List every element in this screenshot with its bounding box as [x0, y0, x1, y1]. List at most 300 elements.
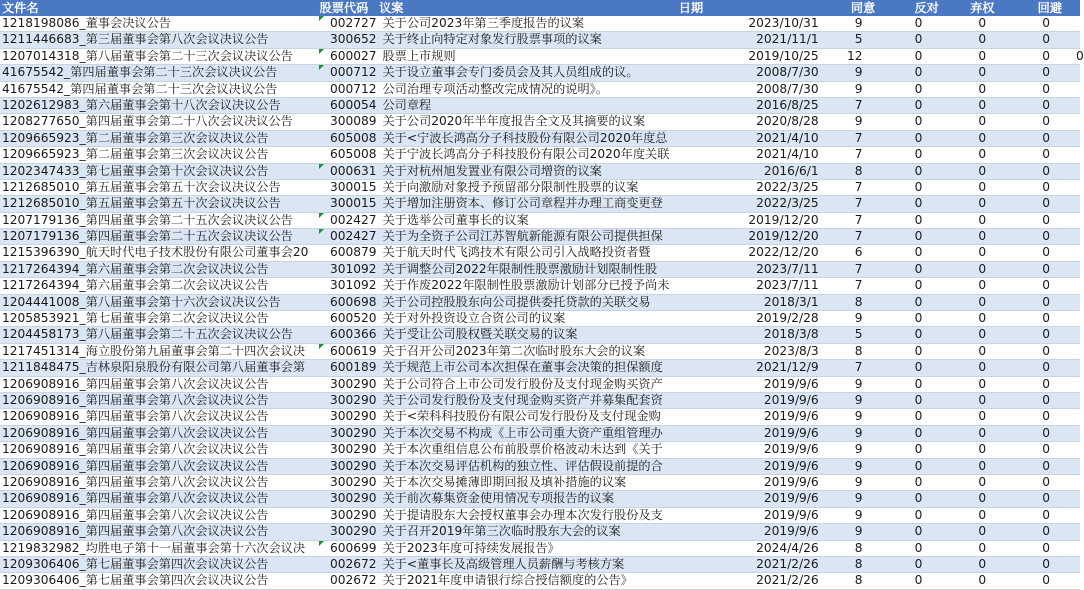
cell-stock-code[interactable] [319, 229, 381, 244]
cell-stock-code[interactable]: 600366 [329, 327, 377, 342]
cell-filename[interactable]: 1212685010_第五届董事会第五十次会议决议公告 [2, 179, 281, 194]
cell-stock-code[interactable]: 600520 [329, 311, 377, 326]
cell-stock-code[interactable]: 301092 [329, 278, 377, 293]
cell-abstain[interactable]: 0 [978, 311, 987, 326]
cell-recuse[interactable]: 0 [1042, 212, 1050, 227]
cell-stock-code[interactable]: 300290 [329, 491, 377, 506]
table-row[interactable] [0, 65, 1080, 81]
cell-filename[interactable]: 1202612983_第六届董事会第十八次会议决议公告 [2, 97, 281, 112]
cell-abstain[interactable]: 0 [978, 179, 987, 194]
cell-agree[interactable]: 8 [854, 573, 863, 588]
cell-recuse[interactable]: 0 [1042, 196, 1050, 211]
cell-date[interactable]: 2016/6/1 [763, 163, 819, 178]
cell-oppose[interactable]: 0 [914, 311, 923, 326]
cell-oppose[interactable]: 0 [914, 278, 923, 293]
cell-date[interactable]: 2021/4/10 [756, 147, 819, 162]
cell-recuse[interactable]: 0 [1042, 16, 1050, 30]
cell-recuse[interactable]: 0 [1042, 261, 1050, 276]
cell-oppose[interactable]: 0 [914, 507, 923, 522]
cell-oppose[interactable]: 0 [914, 245, 923, 260]
cell-abstain[interactable]: 0 [978, 212, 987, 227]
cell-agree[interactable]: 8 [854, 163, 863, 178]
table-row[interactable] [0, 16, 1080, 32]
cell-date[interactable]: 2019/10/25 [748, 48, 819, 63]
cell-date[interactable]: 2021/2/26 [756, 573, 819, 588]
cell-recuse[interactable]: 0 [1042, 507, 1050, 522]
cell-recuse[interactable]: 0 [1042, 376, 1050, 391]
cell-oppose[interactable]: 0 [914, 392, 923, 407]
cell-oppose[interactable]: 0 [914, 360, 923, 375]
cell-filename[interactable]: 1209306406_第七届董事会第四次会议决议公告 [2, 573, 269, 588]
cell-agree[interactable]: 7 [854, 130, 863, 145]
cell-extra[interactable] [1076, 311, 1080, 326]
table-row[interactable] [0, 245, 1080, 261]
cell-oppose[interactable]: 0 [914, 32, 923, 47]
table-row[interactable] [0, 131, 1080, 147]
cell-date[interactable]: 2008/7/30 [756, 81, 819, 96]
cell-agree[interactable]: 9 [854, 16, 863, 30]
cell-stock-code[interactable]: 300015 [329, 196, 377, 211]
cell-extra[interactable] [1076, 442, 1080, 457]
cell-abstain[interactable]: 0 [978, 16, 987, 30]
cell-filename[interactable]: 1206908916_第四届董事会第八次会议决议公告 [2, 491, 269, 506]
cell-proposal[interactable]: 关于公司发行股份及支付现金购买资产并募集配套资 [382, 392, 663, 407]
cell-abstain[interactable]: 0 [978, 540, 987, 555]
cell-extra[interactable] [1076, 360, 1080, 375]
cell-date[interactable]: 2019/9/6 [763, 474, 819, 489]
cell-abstain[interactable]: 0 [978, 294, 987, 309]
table-row[interactable] [0, 409, 1080, 425]
cell-agree[interactable]: 7 [854, 261, 863, 276]
header-cell-stock-code[interactable]: 股票代码 [319, 1, 369, 15]
table-row[interactable] [0, 541, 1080, 557]
cell-recuse[interactable]: 0 [1042, 442, 1050, 457]
cell-proposal[interactable]: 关于召开公司2023年第二次临时股东大会的议案 [382, 343, 646, 358]
table-row[interactable] [0, 229, 1080, 245]
cell-oppose[interactable]: 0 [914, 48, 923, 63]
cell-extra[interactable] [1076, 245, 1080, 260]
cell-proposal[interactable]: 关于本次交易不构成《上市公司重大资产重组管理办 [382, 425, 663, 440]
cell-extra[interactable] [1076, 459, 1080, 474]
cell-stock-code[interactable] [319, 213, 381, 228]
cell-recuse[interactable]: 0 [1042, 81, 1050, 96]
cell-recuse[interactable]: 0 [1042, 392, 1050, 407]
cell-stock-code[interactable]: 600879 [329, 245, 377, 260]
cell-stock-code[interactable]: 301092 [329, 261, 377, 276]
cell-proposal[interactable]: 关于公司2020年半年度报告全文及其摘要的议案 [382, 114, 646, 129]
cell-recuse[interactable]: 0 [1042, 229, 1050, 244]
cell-agree[interactable]: 9 [854, 392, 863, 407]
cell-oppose[interactable]: 0 [914, 81, 923, 96]
cell-agree[interactable]: 8 [854, 540, 863, 555]
cell-oppose[interactable]: 0 [914, 425, 923, 440]
table-row[interactable] [0, 360, 1080, 376]
table-row[interactable] [0, 164, 1080, 180]
cell-oppose[interactable]: 0 [914, 212, 923, 227]
cell-agree[interactable]: 9 [854, 507, 863, 522]
table-row[interactable] [0, 196, 1080, 212]
cell-recuse[interactable]: 0 [1042, 343, 1050, 358]
cell-date[interactable]: 2024/4/26 [756, 540, 819, 555]
cell-extra[interactable] [1076, 98, 1080, 113]
cell-date[interactable]: 2019/9/6 [763, 376, 819, 391]
cell-date[interactable]: 2008/7/30 [756, 65, 819, 80]
cell-oppose[interactable]: 0 [914, 65, 923, 80]
cell-proposal[interactable]: 关于作废2022年限制性股票激励计划部分已授予尚未 [382, 278, 670, 293]
cell-agree[interactable]: 8 [854, 343, 863, 358]
table-row[interactable] [0, 48, 1084, 65]
cell-extra[interactable] [1076, 196, 1080, 211]
cell-recuse[interactable]: 0 [1042, 32, 1050, 47]
cell-recuse[interactable]: 0 [1042, 409, 1050, 424]
cell-stock-code[interactable]: 600054 [329, 97, 377, 112]
table-row[interactable] [0, 98, 1080, 114]
cell-oppose[interactable]: 0 [914, 327, 923, 342]
cell-extra[interactable] [1076, 541, 1080, 556]
cell-proposal[interactable]: 关于公司符合上市公司发行股份及支付现金购买资产 [382, 376, 663, 391]
cell-oppose[interactable]: 0 [914, 261, 923, 276]
cell-filename[interactable]: 1207014318_第八届董事会第二十三次会议决议公告 [2, 48, 293, 63]
cell-abstain[interactable]: 0 [978, 32, 987, 47]
cell-recuse[interactable]: 0 [1042, 114, 1050, 129]
cell-recuse[interactable]: 0 [1042, 48, 1050, 63]
cell-extra[interactable] [1076, 164, 1080, 179]
header-cell-filename[interactable]: 文件名 [2, 1, 39, 15]
cell-proposal[interactable]: 关于选举公司董事长的议案 [382, 212, 529, 227]
cell-oppose[interactable]: 0 [914, 147, 923, 162]
cell-extra[interactable] [1076, 65, 1080, 80]
cell-stock-code[interactable]: 000712 [329, 81, 377, 96]
cell-filename[interactable]: 1215396390_航天时代电子技术股份有限公司董事会20 [2, 245, 309, 260]
cell-filename[interactable]: 1206908916_第四届董事会第八次会议决议公告 [2, 442, 269, 457]
table-row[interactable] [0, 82, 1080, 98]
header-cell-oppose[interactable]: 反对 [914, 1, 939, 15]
table-row[interactable] [0, 311, 1080, 327]
cell-abstain[interactable]: 0 [978, 163, 987, 178]
cell-agree[interactable]: 9 [854, 458, 863, 473]
header-cell-proposal[interactable]: 议案 [379, 1, 404, 15]
cell-filename[interactable]: 1207179136_第四届董事会第二十五次会议决议公告 [2, 212, 293, 227]
table-row[interactable] [0, 262, 1080, 278]
cell-date[interactable]: 2019/9/6 [763, 392, 819, 407]
cell-abstain[interactable]: 0 [978, 343, 987, 358]
cell-oppose[interactable]: 0 [914, 229, 923, 244]
cell-proposal[interactable]: 关于本次交易摊薄即期回报及填补措施的议案 [382, 474, 627, 489]
cell-proposal[interactable]: 关于<荣科科技股份有限公司发行股份及支付现金购 [382, 409, 661, 424]
cell-abstain[interactable]: 0 [978, 278, 987, 293]
cell-filename[interactable]: 1202347433_第七届董事会第十次会议决议公告 [2, 163, 269, 178]
cell-extra[interactable] [1076, 327, 1080, 342]
cell-abstain[interactable]: 0 [978, 229, 987, 244]
cell-filename[interactable]: 1208277650_第四届董事会第二十八次会议决议公告 [2, 114, 293, 129]
cell-date[interactable]: 2019/9/6 [763, 524, 819, 539]
cell-recuse[interactable]: 0 [1042, 130, 1050, 145]
cell-agree[interactable]: 9 [854, 311, 863, 326]
cell-agree[interactable]: 9 [854, 65, 863, 80]
cell-abstain[interactable]: 0 [978, 409, 987, 424]
cell-filename[interactable]: 1217451314_海立股份第九届董事会第二十四次会议决 [2, 343, 306, 358]
cell-proposal[interactable]: 关于<宁波长鸿高分子科技股份有限公司2020年度总 [382, 130, 668, 145]
cell-stock-code[interactable]: 300290 [329, 507, 377, 522]
cell-filename[interactable]: 41675542_第四届董事会第二十三次会议决议公告 [2, 65, 278, 80]
cell-abstain[interactable]: 0 [978, 573, 987, 588]
cell-proposal[interactable]: 关于向激励对象授予预留部分限制性股票的议案 [382, 179, 639, 194]
cell-proposal[interactable]: 关于终止向特定对象发行股票事项的议案 [382, 32, 602, 47]
cell-date[interactable]: 2023/7/11 [756, 278, 819, 293]
cell-extra[interactable] [1076, 180, 1080, 195]
table-row[interactable] [0, 442, 1080, 458]
cell-extra[interactable] [1076, 82, 1080, 97]
cell-date[interactable]: 2019/9/6 [763, 507, 819, 522]
header-cell-abstain[interactable]: 弃权 [970, 1, 995, 15]
cell-date[interactable]: 2019/9/6 [763, 491, 819, 506]
cell-filename[interactable]: 1206908916_第四届董事会第八次会议决议公告 [2, 376, 269, 391]
cell-proposal[interactable]: 股票上市规则 [382, 48, 456, 63]
cell-agree[interactable]: 9 [854, 425, 863, 440]
cell-date[interactable]: 2019/9/6 [763, 458, 819, 473]
cell-oppose[interactable]: 0 [914, 294, 923, 309]
cell-oppose[interactable]: 0 [914, 16, 923, 30]
cell-proposal[interactable]: 关于规范上市公司本次担保在董事会决策的担保额度 [382, 360, 663, 375]
cell-extra[interactable] [1076, 16, 1080, 31]
cell-agree[interactable]: 9 [854, 442, 863, 457]
cell-filename[interactable]: 1206908916_第四届董事会第八次会议决议公告 [2, 474, 269, 489]
cell-stock-code[interactable]: 300290 [329, 524, 377, 539]
cell-filename[interactable]: 1212685010_第五届董事会第五十次会议决议公告 [2, 196, 281, 211]
cell-recuse[interactable]: 0 [1042, 524, 1050, 539]
cell-date[interactable]: 2021/12/9 [756, 360, 819, 375]
cell-stock-code[interactable]: 600189 [329, 360, 377, 375]
cell-recuse[interactable]: 0 [1042, 147, 1050, 162]
table-row[interactable] [0, 475, 1080, 491]
cell-oppose[interactable]: 0 [914, 97, 923, 112]
cell-date[interactable]: 2022/3/25 [756, 196, 819, 211]
cell-extra[interactable] [1076, 491, 1080, 506]
cell-abstain[interactable]: 0 [978, 48, 987, 63]
cell-oppose[interactable]: 0 [914, 491, 923, 506]
cell-extra[interactable] [1076, 344, 1080, 359]
cell-date[interactable]: 2023/8/3 [763, 343, 819, 358]
cell-extra[interactable] [1076, 524, 1080, 539]
cell-recuse[interactable]: 0 [1042, 573, 1050, 588]
cell-agree[interactable]: 6 [854, 245, 863, 260]
cell-date[interactable]: 2019/12/20 [748, 229, 819, 244]
cell-agree[interactable]: 7 [854, 360, 863, 375]
cell-stock-code[interactable]: 605008 [329, 147, 377, 162]
cell-filename[interactable]: 1211446683_第三届董事会第八次会议决议公告 [2, 32, 269, 47]
cell-filename[interactable]: 1209665923_第二届董事会第三次会议决议公告 [2, 130, 269, 145]
cell-proposal[interactable]: 关于公司2023年第三季度报告的议案 [382, 16, 585, 30]
cell-recuse[interactable]: 0 [1042, 360, 1050, 375]
cell-proposal[interactable]: 关于对外投资设立合资公司的议案 [382, 311, 566, 326]
table-row[interactable] [0, 278, 1080, 294]
cell-extra[interactable] [1076, 262, 1080, 277]
cell-recuse[interactable]: 0 [1042, 245, 1050, 260]
cell-date[interactable]: 2021/4/10 [756, 130, 819, 145]
table-row[interactable] [0, 295, 1080, 311]
cell-extra[interactable] [1076, 131, 1080, 146]
cell-filename[interactable]: 1209665923_第二届董事会第三次会议决议公告 [2, 147, 269, 162]
cell-filename[interactable]: 1218198086_董事会决议公告 [2, 16, 171, 30]
cell-agree[interactable]: 7 [854, 229, 863, 244]
cell-filename[interactable]: 1206908916_第四届董事会第八次会议决议公告 [2, 409, 269, 424]
cell-recuse[interactable]: 0 [1042, 97, 1050, 112]
cell-date[interactable]: 2019/12/20 [748, 212, 819, 227]
cell-agree[interactable]: 9 [854, 376, 863, 391]
cell-proposal[interactable]: 关于增加注册资本、修订公司章程并办理工商变更登 [382, 196, 663, 211]
table-row[interactable] [0, 32, 1080, 48]
cell-filename[interactable]: 1206908916_第四届董事会第八次会议决议公告 [2, 425, 269, 440]
cell-date[interactable]: 2019/9/6 [763, 442, 819, 457]
cell-proposal[interactable]: 公司章程 [382, 97, 432, 112]
cell-abstain[interactable]: 0 [978, 425, 987, 440]
cell-extra[interactable] [1076, 426, 1080, 441]
cell-abstain[interactable]: 0 [978, 147, 987, 162]
cell-abstain[interactable]: 0 [978, 130, 987, 145]
cell-extra[interactable] [1076, 409, 1080, 424]
cell-proposal[interactable]: 关于提请股东大会授权董事会办理本次发行股份及支 [382, 507, 663, 522]
cell-filename[interactable]: 1206908916_第四届董事会第八次会议决议公告 [2, 507, 269, 522]
cell-recuse[interactable]: 0 [1042, 327, 1050, 342]
cell-oppose[interactable]: 0 [914, 524, 923, 539]
cell-abstain[interactable]: 0 [978, 524, 987, 539]
cell-date[interactable]: 2022/3/25 [756, 179, 819, 194]
table-row[interactable] [0, 377, 1080, 393]
cell-abstain[interactable]: 0 [978, 376, 987, 391]
cell-agree[interactable]: 7 [854, 147, 863, 162]
cell-date[interactable]: 2016/8/25 [756, 97, 819, 112]
cell-stock-code[interactable]: 605008 [329, 130, 377, 145]
cell-date[interactable]: 2019/2/28 [756, 311, 819, 326]
cell-stock-code[interactable]: 300290 [329, 409, 377, 424]
table-row[interactable] [0, 344, 1080, 360]
table-row[interactable] [0, 327, 1080, 343]
cell-stock-code[interactable]: 300290 [329, 392, 377, 407]
cell-proposal[interactable]: 关于2023年度可持续发展报告》 [382, 540, 560, 555]
cell-agree[interactable]: 9 [854, 474, 863, 489]
cell-agree[interactable]: 9 [854, 524, 863, 539]
cell-stock-code[interactable]: 300290 [329, 376, 377, 391]
cell-proposal[interactable]: 关于宁波长鸿高分子科技股份有限公司2020年度关联 [382, 147, 670, 162]
cell-proposal[interactable]: 关于召开2019年第三次临时股东大会的议案 [382, 524, 621, 539]
cell-proposal[interactable]: 关于调整公司2022年限制性股票激励计划限制性股 [382, 261, 658, 276]
cell-agree[interactable]: 5 [854, 32, 863, 47]
cell-filename[interactable]: 1205853921_第七届董事会第二次会议决议公告 [2, 311, 269, 326]
cell-extra[interactable] [1076, 475, 1080, 490]
cell-agree[interactable]: 7 [854, 212, 863, 227]
cell-abstain[interactable]: 0 [978, 65, 987, 80]
cell-oppose[interactable]: 0 [914, 196, 923, 211]
cell-agree[interactable]: 8 [854, 294, 863, 309]
cell-stock-code[interactable]: 300290 [329, 442, 377, 457]
cell-filename[interactable]: 1217264394_第六届董事会第二次会议决议公告 [2, 278, 269, 293]
cell-recuse[interactable]: 0 [1042, 278, 1050, 293]
cell-proposal[interactable]: 关于2021年度申请银行综合授信额度的公告》 [382, 573, 633, 588]
cell-date[interactable]: 2019/9/6 [763, 409, 819, 424]
cell-date[interactable]: 2023/10/31 [748, 16, 819, 30]
cell-abstain[interactable]: 0 [978, 97, 987, 112]
cell-proposal[interactable]: 关于为全资子公司江苏智航新能源有限公司提供担保 [382, 229, 663, 244]
cell-extra[interactable] [1076, 32, 1080, 47]
table-row[interactable] [0, 508, 1080, 524]
cell-agree[interactable]: 7 [854, 278, 863, 293]
cell-agree[interactable]: 9 [854, 491, 863, 506]
table-row[interactable] [0, 573, 1080, 589]
cell-date[interactable]: 2022/12/20 [748, 245, 819, 260]
cell-filename[interactable]: 1206908916_第四届董事会第八次会议决议公告 [2, 524, 269, 539]
table-row[interactable] [0, 491, 1080, 507]
cell-stock-code[interactable]: 300290 [329, 425, 377, 440]
cell-proposal[interactable]: 关于前次募集资金使用情况专项报告的议案 [382, 491, 615, 506]
table-row[interactable] [0, 393, 1080, 409]
cell-stock-code[interactable]: 300290 [329, 474, 377, 489]
cell-proposal[interactable]: 公司治理专项活动整改完成情况的说明》。 [382, 81, 608, 96]
cell-abstain[interactable]: 0 [978, 507, 987, 522]
cell-date[interactable]: 2018/3/8 [763, 327, 819, 342]
cell-proposal[interactable]: 关于本次重组信息公布前股票价格波动未达到《关于 [382, 442, 663, 457]
cell-agree[interactable]: 7 [854, 179, 863, 194]
cell-extra[interactable] [1076, 295, 1080, 310]
cell-proposal[interactable]: 关于本次交易评估机构的独立性、评估假设前提的合 [382, 458, 663, 473]
cell-oppose[interactable]: 0 [914, 458, 923, 473]
cell-recuse[interactable]: 0 [1042, 163, 1050, 178]
cell-agree[interactable]: 5 [854, 327, 863, 342]
cell-recuse[interactable]: 0 [1042, 491, 1050, 506]
header-cell-date[interactable]: 日期 [678, 1, 704, 15]
cell-filename[interactable]: 1204458173_第八届董事会第二十五次会议决议公告 [2, 327, 293, 342]
table-row[interactable] [0, 426, 1080, 442]
cell-oppose[interactable]: 0 [914, 474, 923, 489]
cell-stock-code[interactable]: 300652 [329, 32, 377, 47]
cell-abstain[interactable]: 0 [978, 245, 987, 260]
cell-recuse[interactable]: 0 [1042, 65, 1050, 80]
cell-stock-code[interactable] [319, 65, 381, 80]
cell-stock-code[interactable]: 002672 [329, 556, 377, 571]
cell-proposal[interactable]: 关于受让公司股权暨关联交易的议案 [382, 327, 578, 342]
cell-proposal[interactable]: 关于对杭州旭发置业有限公司增资的议案 [382, 163, 602, 178]
cell-stock-code[interactable] [319, 164, 381, 179]
cell-date[interactable]: 2021/11/1 [756, 32, 819, 47]
cell-proposal[interactable]: 关于<董事长及高级管理人员薪酬与考核方案 [382, 556, 625, 571]
cell-abstain[interactable]: 0 [978, 556, 987, 571]
cell-proposal[interactable]: 关于设立董事会专门委员会及其人员组成的议。 [382, 65, 639, 80]
cell-stock-code[interactable] [319, 49, 381, 64]
cell-extra[interactable] [1076, 377, 1080, 392]
cell-agree[interactable]: 7 [854, 97, 863, 112]
cell-abstain[interactable]: 0 [978, 392, 987, 407]
cell-oppose[interactable]: 0 [914, 556, 923, 571]
table-row[interactable] [0, 459, 1080, 475]
cell-oppose[interactable]: 0 [914, 376, 923, 391]
cell-stock-code[interactable]: 600698 [329, 294, 377, 309]
cell-extra[interactable] [1076, 278, 1080, 293]
table-row[interactable] [0, 213, 1080, 229]
cell-abstain[interactable]: 0 [978, 360, 987, 375]
cell-stock-code[interactable] [319, 344, 381, 359]
cell-filename[interactable]: 1206908916_第四届董事会第八次会议决议公告 [2, 458, 269, 473]
cell-filename[interactable]: 1211848475_吉林泉阳泉股份有限公司第八届董事会第 [2, 360, 306, 375]
cell-abstain[interactable]: 0 [978, 458, 987, 473]
cell-agree[interactable]: 8 [854, 556, 863, 571]
cell-abstain[interactable]: 0 [978, 81, 987, 96]
cell-filename[interactable]: 1217264394_第六届董事会第二次会议决议公告 [2, 261, 269, 276]
cell-agree[interactable]: 9 [854, 409, 863, 424]
cell-date[interactable]: 2021/2/26 [756, 556, 819, 571]
cell-extra[interactable] [1076, 114, 1080, 129]
cell-extra[interactable] [1076, 229, 1080, 244]
cell-recuse[interactable]: 0 [1042, 311, 1050, 326]
cell-stock-code[interactable]: 300290 [329, 458, 377, 473]
